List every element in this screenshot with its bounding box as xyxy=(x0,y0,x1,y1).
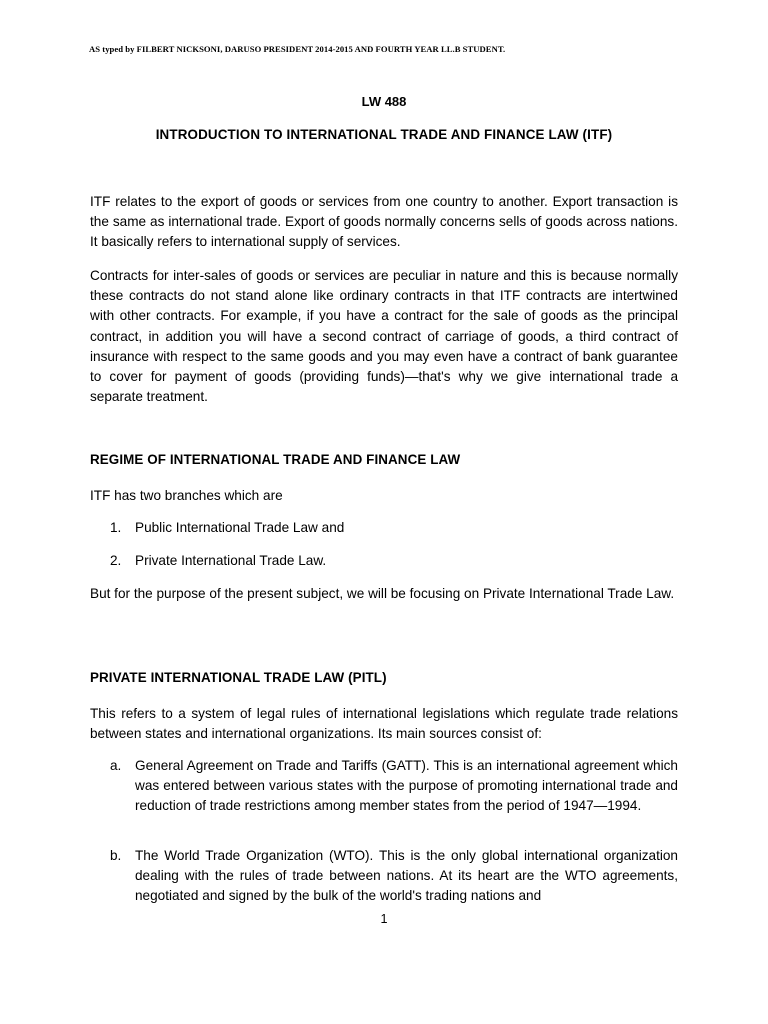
header-note: AS typed by FILBERT NICKSONI, DARUSO PRESIDENT 2014-2015 AND FOURTH YEAR LL.B STUDENT. xyxy=(89,44,506,54)
regime-heading: REGIME OF INTERNATIONAL TRADE AND FINANCE LAW xyxy=(90,452,461,467)
source-marker: a. xyxy=(110,758,122,773)
pitl-heading: PRIVATE INTERNATIONAL TRADE LAW (PITL) xyxy=(90,670,387,685)
pitl-lead: This refers to a system of legal rules of international legislations which regulate trade relations between states and international organizations. Its main sources consist of: xyxy=(90,706,678,742)
document-title: INTRODUCTION TO INTERNATIONAL TRADE AND FINANCE LAW (ITF) xyxy=(155,127,613,142)
page-number: 1 xyxy=(380,912,388,926)
branch-marker: 1. xyxy=(110,520,122,535)
branch-text: Private International Trade Law. xyxy=(135,553,327,568)
source-text: General Agreement on Trade and Tariffs (GATT). This is an international agreement which was entered between various states with the purpose of promoting international trade and reduction of trade restrictions among member states from the period of 1947—1994. xyxy=(135,758,678,814)
regime-closing: But for the purpose of the present subject, we will be focusing on Private International Trade Law. xyxy=(90,586,675,601)
source-item xyxy=(110,846,678,907)
intro-paragraph-1: ITF relates to the export of goods or services from one country to another. Export transaction is the same as international trade. Export of goods normally concerns sells of goods across nations. It basically refers to international supply of services. xyxy=(90,194,678,250)
intro-paragraph-2: Contracts for inter-sales of goods or services are peculiar in nature and this is because normally these contracts do not stand alone like ordinary contracts in that ITF contracts are intertwined with other contracts. For example, if you have a contract for the sale of goods as the principal contract, in addition you will have a second contract of carriage of goods, a third contract of insurance with respect to the same goods and you may even have a contract of bank guarantee to cover for payment of goods (providing funds)—that's why we give international trade a separate treatment. xyxy=(90,268,678,405)
source-marker: b. xyxy=(110,848,122,863)
branch-marker: 2. xyxy=(110,553,122,568)
branch-item xyxy=(110,518,678,538)
course-code: LW 488 xyxy=(361,94,407,109)
source-item xyxy=(110,756,678,817)
regime-lead: ITF has two branches which are xyxy=(90,488,283,503)
branch-item xyxy=(110,551,678,571)
branch-text: Public International Trade Law and xyxy=(135,520,345,535)
source-text: The World Trade Organization (WTO). This is the only global international organization dealing with the rules of trade between nations. At its heart are the WTO agreements, negotiated and signed by the bulk of the world's trading nations and xyxy=(135,848,678,904)
